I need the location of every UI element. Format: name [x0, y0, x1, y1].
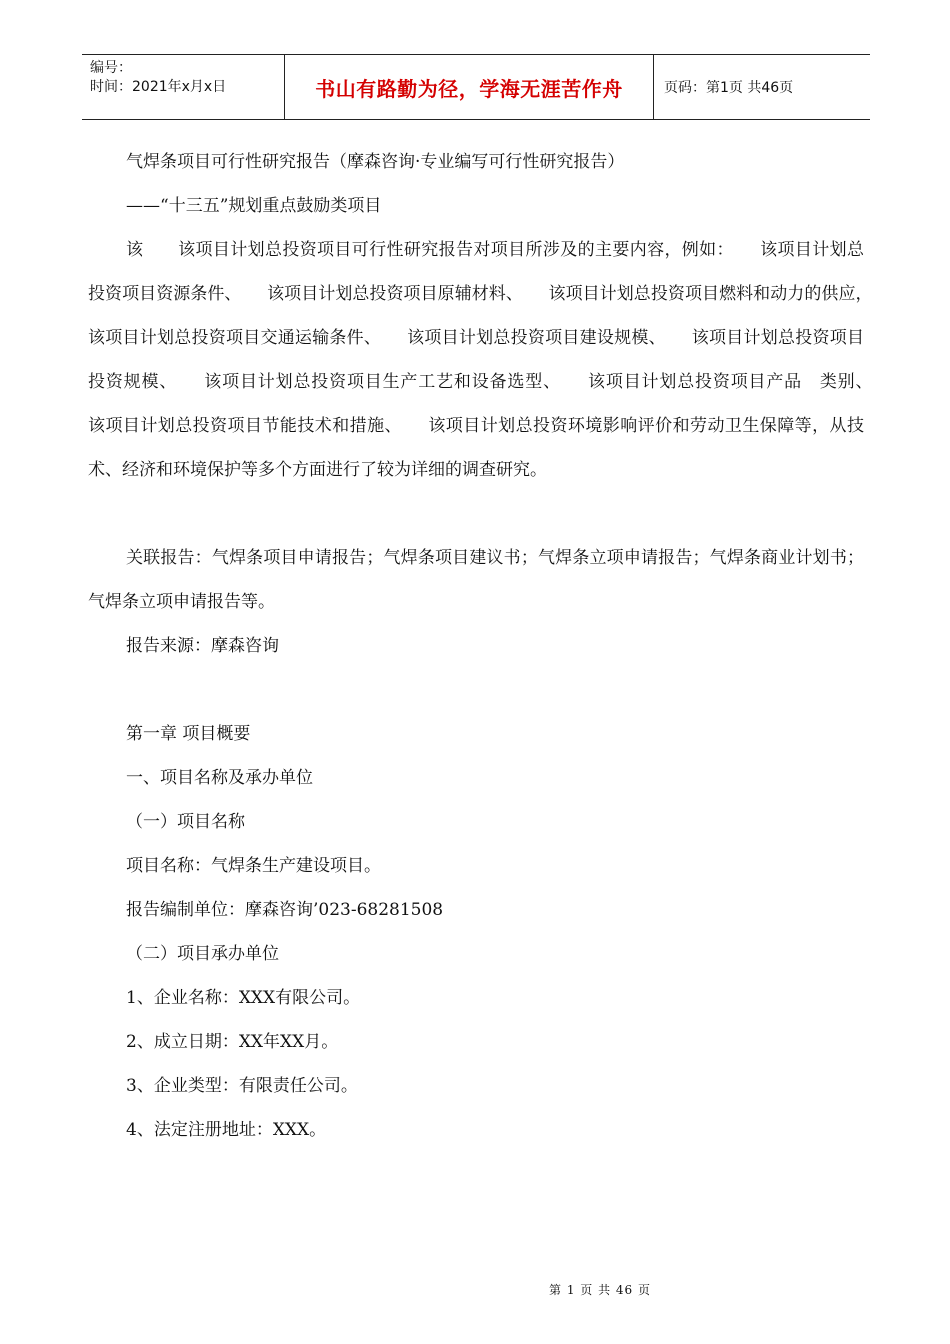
subsection-heading: （二）项目承办单位: [126, 944, 279, 964]
intro-paragraph: 该 该项目计划总投资项目可行性研究报告对项目所涉及的主要内容，例如： 该项目计划总投资项目资源条件、 该项目计划总投资项目原辅材料、 该项目计划总投资项目燃料和动力的供应， 该项目计划总投资项目交通运输条件、 该项目计划总投资项目建设规模、 该项目计划总投资项目投资规模、 该项目计划总投资项目生产工艺和设备选型、 该项目计划总投资项目产品 类别、 该项目计划总投资项目节能技术和措施、 该项目计划总投资环境影响评价和劳动卫生保障等，从技术、经济和环境保护等多个方面进行了较为详细的调查研究。: [88, 240, 898, 480]
page-header: [82, 54, 870, 120]
list-item: 2、成立日期：XX年XX月。: [126, 1032, 339, 1052]
report-title: 气焊条项目可行性研究报告（摩森咨询·专业编写可行性研究报告）: [126, 152, 625, 172]
spacer: [88, 492, 864, 536]
document-date: 时间：2021年x月x日: [90, 79, 227, 95]
header-meta: [82, 55, 284, 119]
subsection-heading: （一）项目名称: [126, 812, 245, 832]
section-heading: 一、项目名称及承办单位: [126, 768, 313, 788]
header-motto: 书山有路勤为径，学海无涯苦作舟: [284, 55, 654, 119]
document-number: 编号：: [90, 60, 132, 76]
document-body: [88, 140, 898, 1152]
report-subtitle: ——“十三五”规划重点鼓励类项目: [126, 196, 382, 216]
report-source: 报告来源：摩森咨询: [126, 636, 279, 656]
page-footer: 第 1 页 共 46 页: [549, 1283, 651, 1297]
list-item: 4、法定注册地址：XXX。: [126, 1120, 327, 1140]
header-page-info: 页码：第1页 共46页: [664, 80, 794, 96]
project-name: 项目名称：气焊条生产建设项目。: [126, 856, 381, 876]
list-item: 1、企业名称：XXX有限公司。: [126, 988, 361, 1008]
related-reports: 关联报告：气焊条项目申请报告；气焊条项目建议书；气焊条立项申请报告；气焊条商业计划书；气焊条立项申请报告等。: [88, 548, 864, 612]
list-item: 3、企业类型：有限责任公司。: [126, 1076, 358, 1096]
compiler-info: 报告编制单位：摩森咨询’023-68281508: [126, 900, 444, 920]
spacer: [88, 668, 864, 712]
chapter-heading: 第一章 项目概要: [126, 724, 251, 744]
